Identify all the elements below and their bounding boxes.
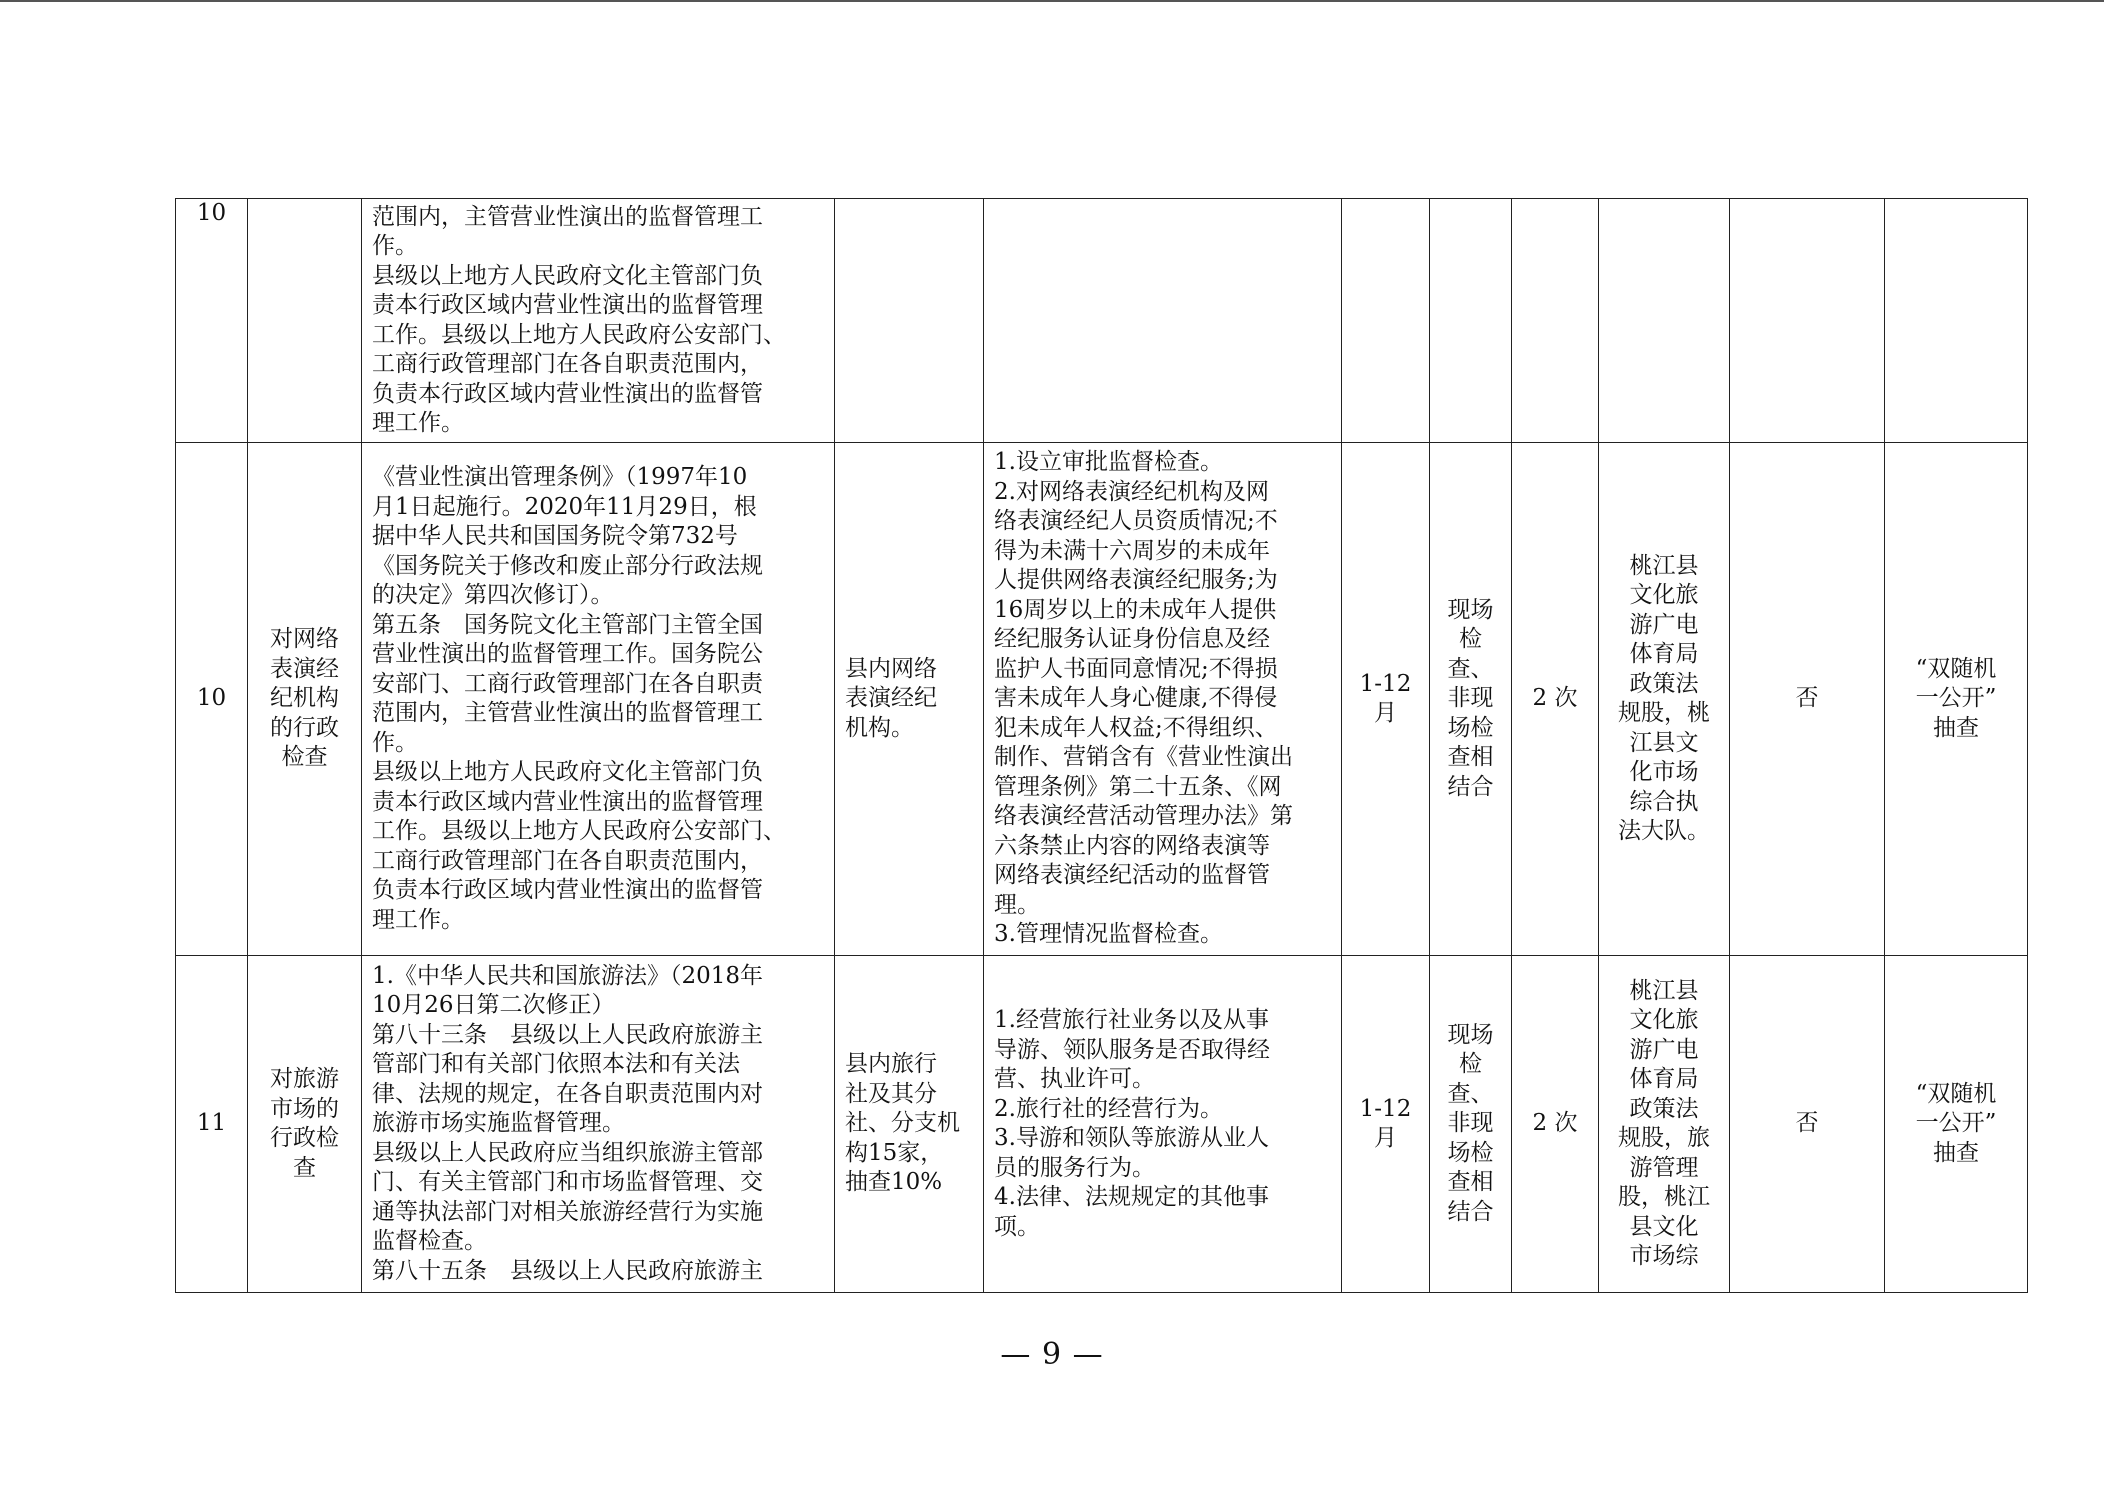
legal-basis-line: 理工作。 <box>372 906 464 933</box>
inspection-content-line: 3.导游和领队等旅游从业人 <box>994 1125 1269 1151</box>
responsible-department-line: 综合执 <box>1629 788 1699 815</box>
inspection-item-name-line: 表演经 <box>270 655 339 682</box>
inspection-item-name-line: 的行政 <box>270 714 339 741</box>
responsible-department-line: 文化旅 <box>1629 1007 1699 1033</box>
inspection-item-name <box>248 199 362 443</box>
inspection-target-line: 社、分支机 <box>845 1110 960 1137</box>
legal-basis-line: 范围内，主管营业性演出的监督管理工 <box>372 700 763 726</box>
responsible-department-line: 文化旅 <box>1629 582 1699 608</box>
responsible-department-line: 市场综 <box>1629 1243 1699 1269</box>
inspection-content-line: 管理条例》第二十五条、《网 <box>994 773 1282 800</box>
cross-department-cell <box>1730 956 1885 1293</box>
inspection-target-line: 县内网络 <box>845 655 937 682</box>
inspection-content-line: 项。 <box>994 1213 1040 1240</box>
legal-basis-line: 第五条 国务院文化主管部门主管全国 <box>372 611 763 638</box>
inspection-item-name-line: 对网络 <box>270 626 339 653</box>
inspection-content-line: 员的服务行为。 <box>994 1154 1155 1181</box>
table-row <box>176 443 2028 956</box>
inspection-content-line: 16周岁以上的未成年人提供 <box>994 596 1277 623</box>
inspection-mode-line: “双随机 <box>1915 1080 1997 1107</box>
inspection-method-line: 非现 <box>1447 685 1494 712</box>
inspection-content-line: 六条禁止内容的网络表演等 <box>994 832 1270 859</box>
inspection-target-line: 机构。 <box>845 714 914 741</box>
inspection-mode-line: “双随机 <box>1915 655 1997 682</box>
cross-department-text: 否 <box>1795 1110 1819 1137</box>
row-number-text: 10 <box>196 200 227 226</box>
responsible-department-line: 体育局 <box>1629 641 1699 667</box>
inspection-frequency-cell <box>1512 199 1599 443</box>
inspection-mode-line: 抽查 <box>1933 714 1979 741</box>
responsible-department-line: 化市场 <box>1629 759 1699 785</box>
inspection-item-name <box>248 956 362 1293</box>
row-number <box>176 199 248 443</box>
inspection-method-line: 检 <box>1459 626 1482 653</box>
legal-basis-line: 《营业性演出管理条例》（1997年10 <box>372 464 748 490</box>
inspection-target-line: 抽查10% <box>845 1169 943 1196</box>
inspection-frequency-cell <box>1512 956 1599 1293</box>
legal-basis-line: 律、法规的规定，在各自职责范围内对 <box>372 1080 763 1107</box>
legal-basis-line: 负责本行政区域内营业性演出的监督管 <box>372 380 763 407</box>
inspection-frequency-cell <box>1512 443 1599 956</box>
table-row <box>176 956 2028 1293</box>
inspection-method-line: 查相 <box>1447 744 1494 771</box>
responsible-department-line: 桃江县 <box>1629 977 1699 1004</box>
cross-department-cell <box>1730 443 1885 956</box>
inspection-content-cell <box>984 199 1342 443</box>
inspection-content-line: 营、执业许可。 <box>994 1066 1155 1092</box>
responsible-department-cell <box>1599 956 1730 1293</box>
inspection-item-name <box>248 443 362 956</box>
inspection-content-line: 犯未成年人权益;不得组织、 <box>994 714 1278 741</box>
inspection-mode-line: 抽查 <box>1933 1139 1979 1166</box>
inspection-target-cell <box>835 443 984 956</box>
inspection-content-line: 络表演经纪人员资质情况;不 <box>994 508 1278 535</box>
inspection-content-line: 2.对网络表演经纪机构及网 <box>994 478 1269 505</box>
inspection-frequency-text: 2 次 <box>1532 1110 1578 1137</box>
legal-basis-line: 县级以上地方人民政府文化主管部门负 <box>372 759 763 785</box>
legal-basis-line: 负责本行政区域内营业性演出的监督管 <box>372 877 763 903</box>
inspection-target-line: 构15家， <box>845 1139 944 1166</box>
table-body <box>176 199 2028 1293</box>
inspection-content-line: 制作、营销含有《营业性演出 <box>994 744 1293 771</box>
responsible-department-line: 政策法 <box>1629 1095 1699 1122</box>
inspection-content-line: 害未成年人身心健康,不得侵 <box>994 685 1278 712</box>
legal-basis-line: 工商行政管理部门在各自职责范围内， <box>372 847 763 874</box>
legal-basis-cell <box>362 199 835 443</box>
legal-basis-line: 作。 <box>372 729 418 756</box>
inspection-item-name-line: 纪机构 <box>270 685 339 712</box>
inspection-method-line: 检 <box>1459 1051 1482 1078</box>
legal-basis-line: 的决定》第四次修订）。 <box>372 582 614 608</box>
inspection-method-line: 现场 <box>1447 596 1494 623</box>
legal-basis-line: 责本行政区域内营业性演出的监督管理 <box>372 788 763 815</box>
legal-basis-line: 监督检查。 <box>372 1228 487 1255</box>
inspection-time-cell <box>1342 199 1430 443</box>
inspection-method-line: 场检 <box>1447 1139 1494 1166</box>
responsible-department-line: 规股，旅 <box>1618 1125 1710 1151</box>
legal-basis-line: 责本行政区域内营业性演出的监督管理 <box>372 292 763 318</box>
inspection-method-line: 非现 <box>1447 1110 1494 1137</box>
inspection-time-cell <box>1342 443 1430 956</box>
cross-department-cell <box>1730 199 1885 443</box>
inspection-content-line: 得为未满十六周岁的未成年 <box>994 537 1270 564</box>
responsible-department-line: 游广电 <box>1629 1036 1699 1063</box>
inspection-frequency-text: 2 次 <box>1532 685 1578 712</box>
legal-basis-line: 营业性演出的监督管理工作。国务院公 <box>372 641 763 667</box>
legal-basis-line: 旅游市场实施监督管理。 <box>372 1110 625 1137</box>
inspection-method-cell <box>1430 443 1512 956</box>
responsible-department-line: 游管理 <box>1629 1154 1699 1181</box>
legal-basis-cell <box>362 956 835 1293</box>
legal-basis-line: 据中华人民共和国国务院令第732号 <box>372 523 738 549</box>
inspection-content-cell <box>984 443 1342 956</box>
responsible-department-line: 游广电 <box>1629 611 1699 638</box>
inspection-method-line: 场检 <box>1447 714 1494 741</box>
legal-basis-line: 作。 <box>372 233 418 259</box>
legal-basis-line: 范围内，主管营业性演出的监督管理工 <box>372 203 763 230</box>
inspection-item-name-line: 行政检 <box>270 1125 339 1151</box>
legal-basis-line: 安部门、工商行政管理部门在各自职责 <box>372 670 763 697</box>
inspection-content-line: 1.设立审批监督检查。 <box>994 449 1223 476</box>
responsible-department-line: 桃江县 <box>1629 552 1699 579</box>
responsible-department-line: 县文化 <box>1629 1213 1699 1240</box>
row-number <box>176 956 248 1293</box>
legal-basis-line: 通等执法部门对相关旅游经营行为实施 <box>372 1198 763 1225</box>
legal-basis-line: 《国务院关于修改和废止部分行政法规 <box>372 552 763 579</box>
inspection-content-line: 理。 <box>994 891 1040 918</box>
table-row <box>176 199 2028 443</box>
responsible-department-line: 体育局 <box>1629 1066 1699 1092</box>
inspection-content-line: 经纪服务认证身份信息及经 <box>994 626 1270 653</box>
inspection-table <box>175 198 2028 1293</box>
inspection-content-line: 2.旅行社的经营行为。 <box>994 1095 1223 1122</box>
responsible-department-line: 法大队。 <box>1618 818 1710 844</box>
inspection-method-line: 现场 <box>1447 1021 1494 1048</box>
inspection-target-cell <box>835 956 984 1293</box>
responsible-department-line: 规股，桃 <box>1618 700 1710 726</box>
legal-basis-line: 第八十三条 县级以上人民政府旅游主 <box>372 1021 763 1048</box>
legal-basis-line: 管部门和有关部门依照本法和有关法 <box>372 1051 740 1078</box>
inspection-mode-cell <box>1885 443 2028 956</box>
inspection-content-line: 3.管理情况监督检查。 <box>994 921 1223 948</box>
inspection-target-cell <box>835 199 984 443</box>
inspection-method-cell <box>1430 956 1512 1293</box>
cross-department-text: 否 <box>1795 685 1819 712</box>
inspection-target-line: 社及其分 <box>845 1080 937 1107</box>
inspection-target-line: 县内旅行 <box>845 1051 937 1078</box>
inspection-item-name-line: 市场的 <box>270 1095 339 1122</box>
inspection-time-line: 月 <box>1374 1125 1397 1151</box>
legal-basis-line: 县级以上人民政府应当组织旅游主管部 <box>372 1139 763 1166</box>
inspection-method-line: 查相 <box>1447 1169 1494 1196</box>
inspection-item-name-line: 检查 <box>281 744 328 771</box>
inspection-content-line: 监护人书面同意情况;不得损 <box>994 655 1278 682</box>
inspection-mode-line: 一公开” <box>1915 685 1997 712</box>
inspection-method-cell <box>1430 199 1512 443</box>
responsible-department-line: 江县文 <box>1629 729 1699 756</box>
inspection-method-line: 查、 <box>1447 1080 1494 1107</box>
legal-basis-line: 门、有关主管部门和市场监督管理、交 <box>372 1169 763 1196</box>
top-border-line <box>0 0 2104 2</box>
inspection-time-line: 1-12 <box>1359 1095 1412 1122</box>
responsible-department-cell <box>1599 199 1730 443</box>
responsible-department-cell <box>1599 443 1730 956</box>
inspection-content-line: 1.经营旅行社业务以及从事 <box>994 1007 1269 1033</box>
inspection-mode-cell <box>1885 199 2028 443</box>
legal-basis-line: 理工作。 <box>372 410 464 436</box>
legal-basis-line: 工作。县级以上地方人民政府公安部门、 <box>372 321 786 348</box>
inspection-time-line: 月 <box>1374 700 1397 726</box>
inspection-content-line: 络表演经营活动管理办法》第 <box>994 803 1293 830</box>
inspection-target-line: 表演经纪 <box>845 685 937 712</box>
responsible-department-line: 股，桃江 <box>1618 1184 1710 1210</box>
legal-basis-cell <box>362 443 835 956</box>
legal-basis-line: 1.《中华人民共和国旅游法》（2018年 <box>372 962 763 989</box>
inspection-item-name-line: 查 <box>293 1154 316 1181</box>
inspection-method-line: 结合 <box>1447 1198 1494 1225</box>
page-number: — 9 — <box>1000 1337 1104 1372</box>
legal-basis-line: 工商行政管理部门在各自职责范围内， <box>372 351 763 377</box>
inspection-method-line: 结合 <box>1447 773 1494 800</box>
inspection-content-line: 4.法律、法规规定的其他事 <box>994 1184 1269 1210</box>
responsible-department-line: 政策法 <box>1629 670 1699 697</box>
legal-basis-line: 月1日起施行。2020年11月29日，根 <box>372 493 757 520</box>
row-number-text: 10 <box>196 685 227 712</box>
inspection-method-line: 查、 <box>1447 655 1494 682</box>
inspection-item-name-line: 对旅游 <box>270 1066 339 1092</box>
inspection-content-line: 网络表演经纪活动的监督管 <box>994 862 1270 889</box>
row-number <box>176 443 248 956</box>
legal-basis-line: 工作。县级以上地方人民政府公安部门、 <box>372 818 786 844</box>
inspection-mode-line: 一公开” <box>1915 1110 1997 1137</box>
legal-basis-line: 10月26日第二次修正） <box>372 992 615 1019</box>
inspection-content-line: 人提供网络表演经纪服务;为 <box>994 567 1278 594</box>
inspection-time-line: 1-12 <box>1359 670 1412 697</box>
legal-basis-line: 第八十五条 县级以上人民政府旅游主 <box>372 1257 763 1284</box>
inspection-time-cell <box>1342 956 1430 1293</box>
inspection-content-line: 导游、领队服务是否取得经 <box>994 1036 1270 1063</box>
inspection-content-cell <box>984 956 1342 1293</box>
legal-basis-line: 县级以上地方人民政府文化主管部门负 <box>372 262 763 289</box>
row-number-text: 11 <box>196 1110 227 1137</box>
inspection-mode-cell <box>1885 956 2028 1293</box>
